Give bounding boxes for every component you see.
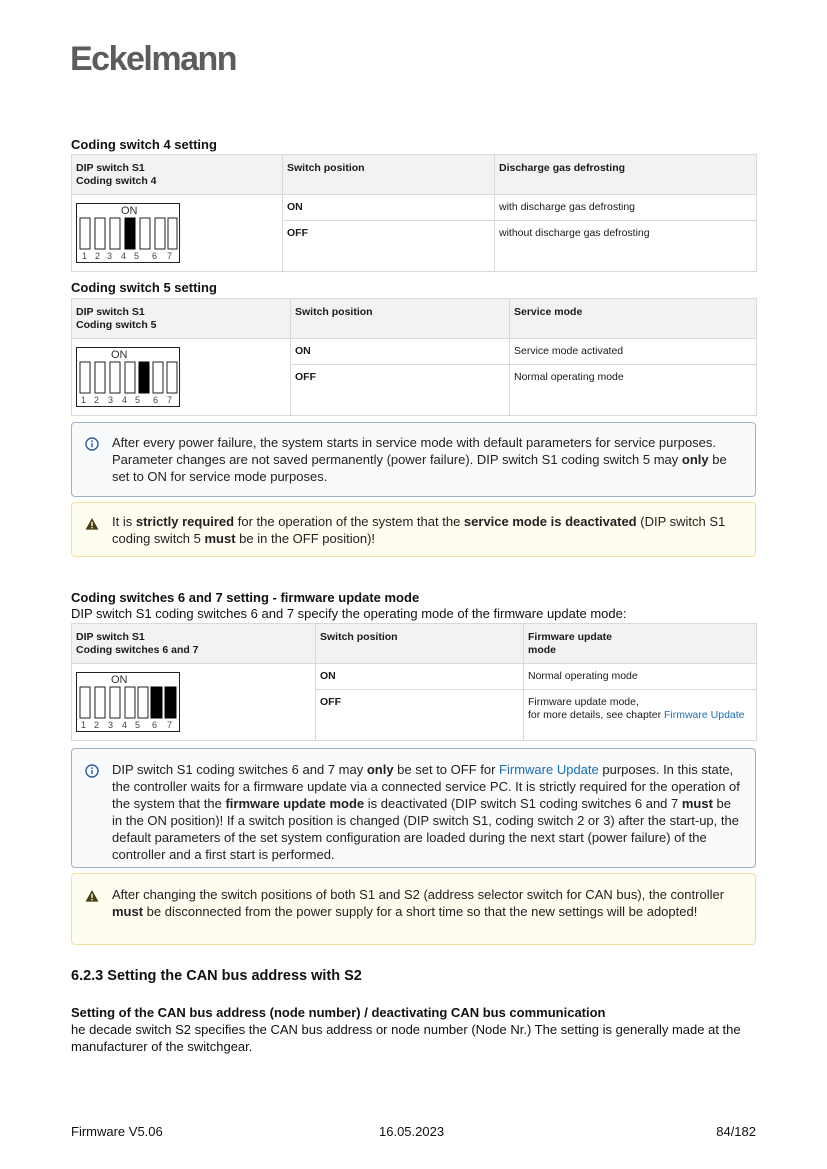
dip-number: 3 (108, 395, 114, 405)
description-value: with discharge gas defrosting (495, 195, 757, 221)
dip-on-label: ON (121, 205, 138, 217)
dip-number: 1 (81, 720, 87, 730)
dip-on-label: ON (111, 674, 128, 686)
section-title-coding-switch-5: Coding switch 5 setting (71, 280, 217, 295)
header-description: Service mode (510, 299, 757, 339)
warning-icon (85, 517, 99, 531)
dip-number: 4 (121, 251, 127, 261)
info-callout-text: DIP switch S1 coding switches 6 and 7 may only be set to OFF for Firmware Update purposes. In this state, the controller waits for a firmware update via a connected service PC. It is strictly required for the operation of the system that the firmware update mode is deactivated (DIP switch S1 coding switches 6 and 7 must be in the ON position)! If a switch position is changed (DIP switch S1, coding switch 2 or 3) after the start-up, the default parameters of the set system configuration are loaded during the next start (power failure) of the controller and a first start is performed. (112, 762, 740, 862)
info-callout-text: After every power failure, the system starts in service mode with default parameters for service purposes. Parameter changes are not saved permanently (power failure). DIP switch S1 coding switch 5 may only be set to ON for service mode purposes. (112, 435, 727, 484)
dip-number: 1 (81, 395, 87, 405)
dip-number: 3 (107, 251, 113, 261)
header-description: Discharge gas defrosting (495, 155, 757, 195)
header-description: Firmware update mode (524, 624, 757, 664)
dip-number: 6 (152, 720, 158, 730)
canbus-section-title: Setting of the CAN bus address (node number) / deactivating CAN bus communication (71, 1005, 606, 1020)
table-row (72, 195, 757, 221)
dip-on-label: ON (111, 349, 128, 361)
dip-switch-diagram (76, 347, 180, 407)
dip-number: 5 (134, 251, 140, 261)
info-icon (85, 437, 99, 451)
dip-switch-diagram (76, 672, 180, 732)
coding-switch-5-table (71, 298, 757, 416)
table-header-row (72, 155, 757, 195)
table-row (72, 664, 757, 690)
header-switch-position: Switch position (291, 299, 510, 339)
dip-number: 4 (122, 720, 128, 730)
dip-number: 6 (152, 251, 158, 261)
table-header-row (72, 299, 757, 339)
dip-switch-diagram-cell (72, 664, 316, 741)
footer-firmware-version: Firmware V5.06 (71, 1124, 163, 1139)
description-value: Normal operating mode (524, 664, 757, 690)
switch-position-value: OFF (316, 690, 524, 741)
warning-callout-service-mode (71, 502, 756, 557)
description-value: Firmware update mode, for more details, see chapter Firmware Update (524, 690, 757, 741)
header-dip-switch: DIP switch S1 Coding switch 5 (72, 299, 291, 339)
dip-number: 2 (94, 395, 100, 405)
dip-number: 7 (167, 395, 173, 405)
firmware-update-link[interactable]: Firmware Update (663, 709, 745, 721)
header-dip-switch: DIP switch S1 Coding switch 4 (72, 155, 283, 195)
description-value: Service mode activated (510, 339, 757, 365)
table-header-row (72, 624, 757, 664)
footer-date: 16.05.2023 (379, 1124, 445, 1139)
dip-switch-diagram (76, 203, 180, 263)
info-callout-service-mode (71, 422, 756, 497)
header-dip-switch: DIP switch S1 Coding switches 6 and 7 (72, 624, 316, 664)
company-logo: Eckelmann (70, 40, 237, 78)
description-value: Normal operating mode (510, 365, 757, 416)
coding-switch-6-7-table (71, 623, 757, 741)
info-callout-firmware-update (71, 748, 756, 868)
table-row (72, 339, 757, 365)
dip-number: 5 (135, 720, 141, 730)
canbus-section-text: he decade switch S2 specifies the CAN bus address or node number (Node Nr.) The setting is generally made at the manufacturer of the switchgear. (71, 1022, 741, 1054)
dip-number: 7 (167, 720, 173, 730)
description-value: without discharge gas defrosting (495, 221, 757, 272)
header-switch-position: Switch position (283, 155, 495, 195)
warning-icon (85, 889, 99, 903)
dip-number: 1 (82, 251, 88, 261)
section-title-coding-switch-4: Coding switch 4 setting (71, 137, 217, 152)
switch-position-value: ON (291, 339, 510, 365)
dip-number: 7 (167, 251, 173, 261)
warning-callout-text: After changing the switch positions of both S1 and S2 (address selector switch for CAN bus), the controller must be disconnected from the power supply for a short time so that the new settings will be adopted! (112, 887, 725, 919)
info-icon (85, 764, 99, 778)
warning-callout-text: It is strictly required for the operation of the system that the service mode is deactivated (DIP switch S1 coding switch 5 must be in the OFF position)! (112, 514, 726, 546)
dip-number: 3 (108, 720, 114, 730)
dip-number: 2 (94, 720, 100, 730)
section-subtitle-coding-switch-6-7: DIP switch S1 coding switches 6 and 7 specify the operating mode of the firmware update mode: (71, 606, 627, 621)
dip-number: 2 (95, 251, 101, 261)
switch-position-value: OFF (291, 365, 510, 416)
dip-switch-diagram-cell (72, 339, 291, 416)
footer-page-number: 84/182 (716, 1124, 756, 1139)
heading-6-2-3: 6.2.3 Setting the CAN bus address with S2 (71, 968, 362, 984)
switch-position-value: OFF (283, 221, 495, 272)
dip-number: 5 (135, 395, 141, 405)
switch-position-value: ON (316, 664, 524, 690)
switch-position-value: ON (283, 195, 495, 221)
dip-number: 6 (153, 395, 159, 405)
coding-switch-4-table (71, 154, 757, 272)
dip-number: 4 (122, 395, 128, 405)
header-switch-position: Switch position (316, 624, 524, 664)
firmware-update-link[interactable]: Firmware Update (499, 762, 599, 777)
section-title-coding-switch-6-7: Coding switches 6 and 7 setting - firmware update mode (71, 590, 420, 605)
warning-callout-switch-change (71, 873, 756, 945)
dip-switch-diagram-cell (72, 195, 283, 272)
